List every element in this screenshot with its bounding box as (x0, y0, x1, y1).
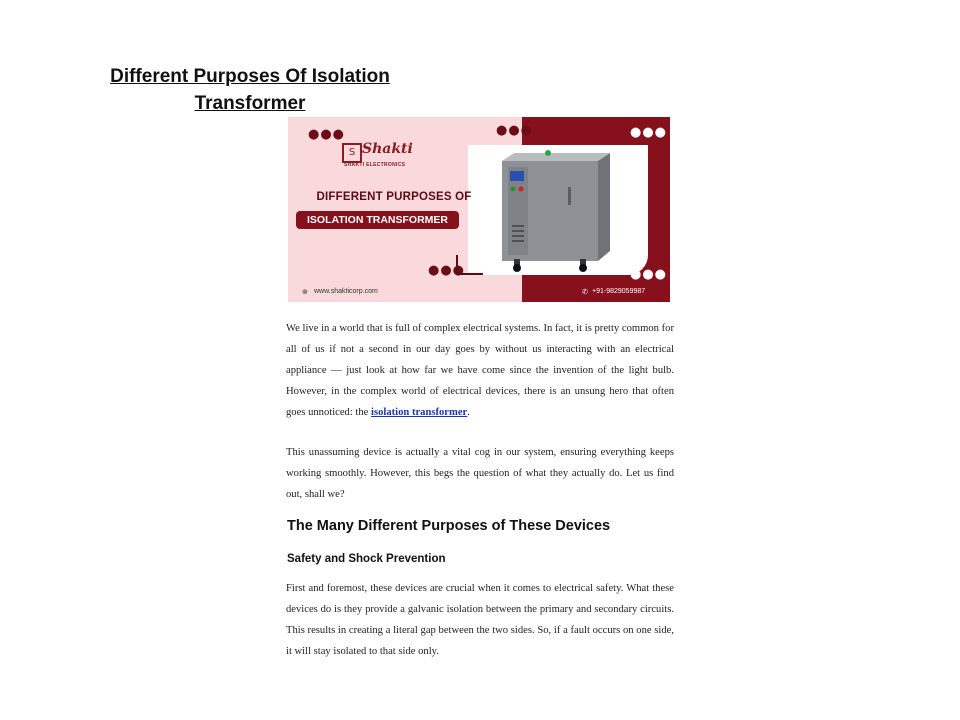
globe-icon: ⊕ (302, 289, 308, 296)
isolation-transformer-image (484, 147, 644, 272)
section-heading: The Many Different Purposes of These Devices (287, 518, 611, 534)
subsection-heading: Safety and Shock Prevention (287, 553, 446, 565)
dots-decoration: ●●● (308, 127, 346, 142)
banner-phone: +91-9829059987 (592, 288, 646, 295)
banner-image (288, 117, 670, 302)
banner-heading: DIFFERENT PURPOSES OF (316, 191, 472, 203)
brand-name: Shakti (362, 141, 413, 157)
dots-decoration: ●●● (630, 125, 668, 140)
intro-paragraph (286, 318, 674, 423)
dots-decoration: ●●● (428, 263, 466, 278)
banner-website: www.shakticorp.com (314, 288, 378, 295)
dots-decoration: ●●● (630, 267, 668, 282)
paragraph: This unassuming device is actually a vital cog in our system, ensuring everything keeps working smoothly. However, this begs the question of what they actually do. Let us find out, shall we? (286, 447, 674, 500)
phone-icon: ✆ (582, 289, 588, 296)
brand-logo-icon: S (342, 143, 362, 163)
document-title-line-2: Transformer (194, 93, 306, 114)
brand-subtitle: SHAKTI ELECTRONICS (344, 162, 406, 168)
isolation-transformer-link[interactable]: isolation transformer (371, 407, 468, 418)
intro-text: We live in a world that is full of complex electrical systems. In fact, it is pretty common for all of us if not a second in our day goes by without us interacting with an electrical appliance — just look at how far we have come since the invention of the light bulb. However, in the complex world of electrical devices, there is an unsung hero that often goes unnoticed: the (286, 323, 674, 418)
banner-pill: ISOLATION TRANSFORMER (296, 211, 459, 229)
corner-bracket-decoration (456, 255, 483, 275)
intro-text-end: . (467, 407, 470, 418)
document-title-line-1: Different Purposes Of Isolation (110, 66, 390, 87)
paragraph: First and foremost, these devices are crucial when it comes to electrical safety. What these devices do is they provide a galvanic isolation between the primary and secondary circuits. This results in creating a literal gap between the two sides. So, if a fault occurs on one side, it will stay isolated to that side only. (286, 583, 674, 657)
dots-decoration: ●●● (496, 123, 534, 138)
